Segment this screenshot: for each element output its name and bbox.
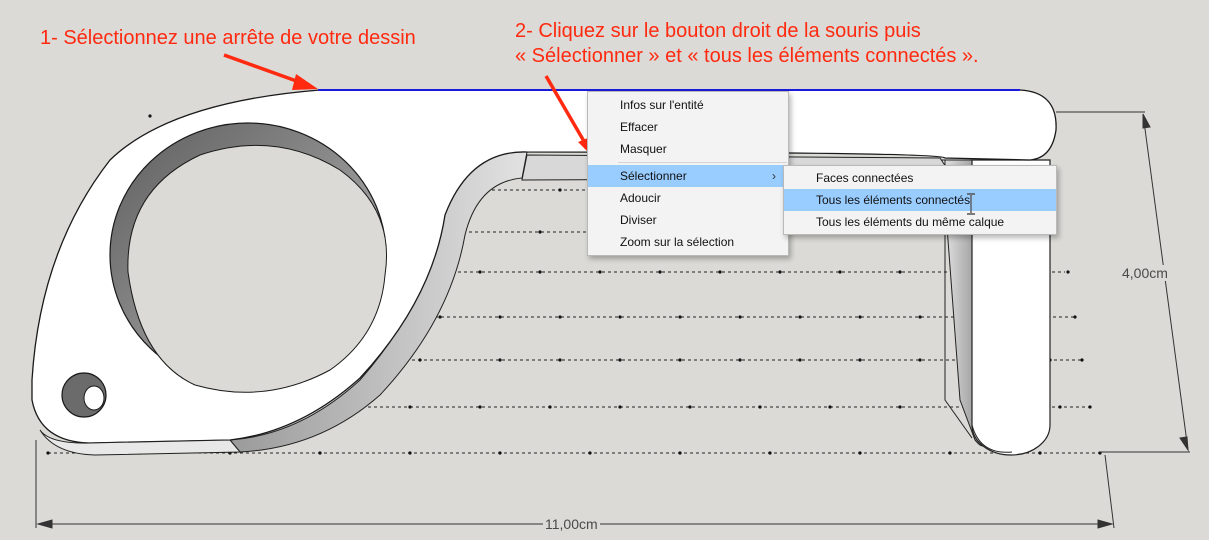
small-hole <box>62 373 106 417</box>
select-submenu <box>783 165 1057 235</box>
menu-item-divide[interactable]: Diviser <box>620 213 657 227</box>
menu-separator <box>618 162 787 163</box>
submenu-item-same-layer[interactable]: Tous les éléments du même calque <box>816 215 1005 229</box>
menu-item-select-label: Sélectionner <box>620 169 687 183</box>
submenu-item-connected-faces[interactable]: Faces connectées <box>816 171 914 185</box>
instruction-step-1: 1- Sélectionnez une arrête de votre dessin <box>40 27 416 49</box>
menu-item-erase[interactable]: Effacer <box>620 120 658 134</box>
annotation-arrow-1 <box>224 55 318 90</box>
menu-item-hide[interactable]: Masquer <box>620 142 667 156</box>
menu-item-soften[interactable]: Adoucir <box>620 191 661 205</box>
menu-item-entity-info[interactable]: Infos sur l'entité <box>620 98 704 112</box>
instruction-step-2-line-2: « Sélectionner » et « tous les éléments connectés ». <box>515 45 979 67</box>
submenu-item-all-connected[interactable]: Tous les éléments connectés <box>784 189 1056 211</box>
chevron-right-icon: › <box>772 169 776 183</box>
menu-item-select[interactable] <box>588 165 788 187</box>
text-cursor-icon <box>965 193 977 215</box>
dimension-height-label: 4,00cm <box>1122 265 1168 281</box>
dimension-height <box>1056 112 1190 452</box>
context-menu <box>587 91 789 256</box>
dimension-width-label: 11,00cm <box>545 516 598 532</box>
instruction-step-2-line-1: 2- Cliquez sur le bouton droit de la souris puis <box>515 20 921 42</box>
menu-item-zoom-selection[interactable]: Zoom sur la sélection <box>620 235 735 249</box>
